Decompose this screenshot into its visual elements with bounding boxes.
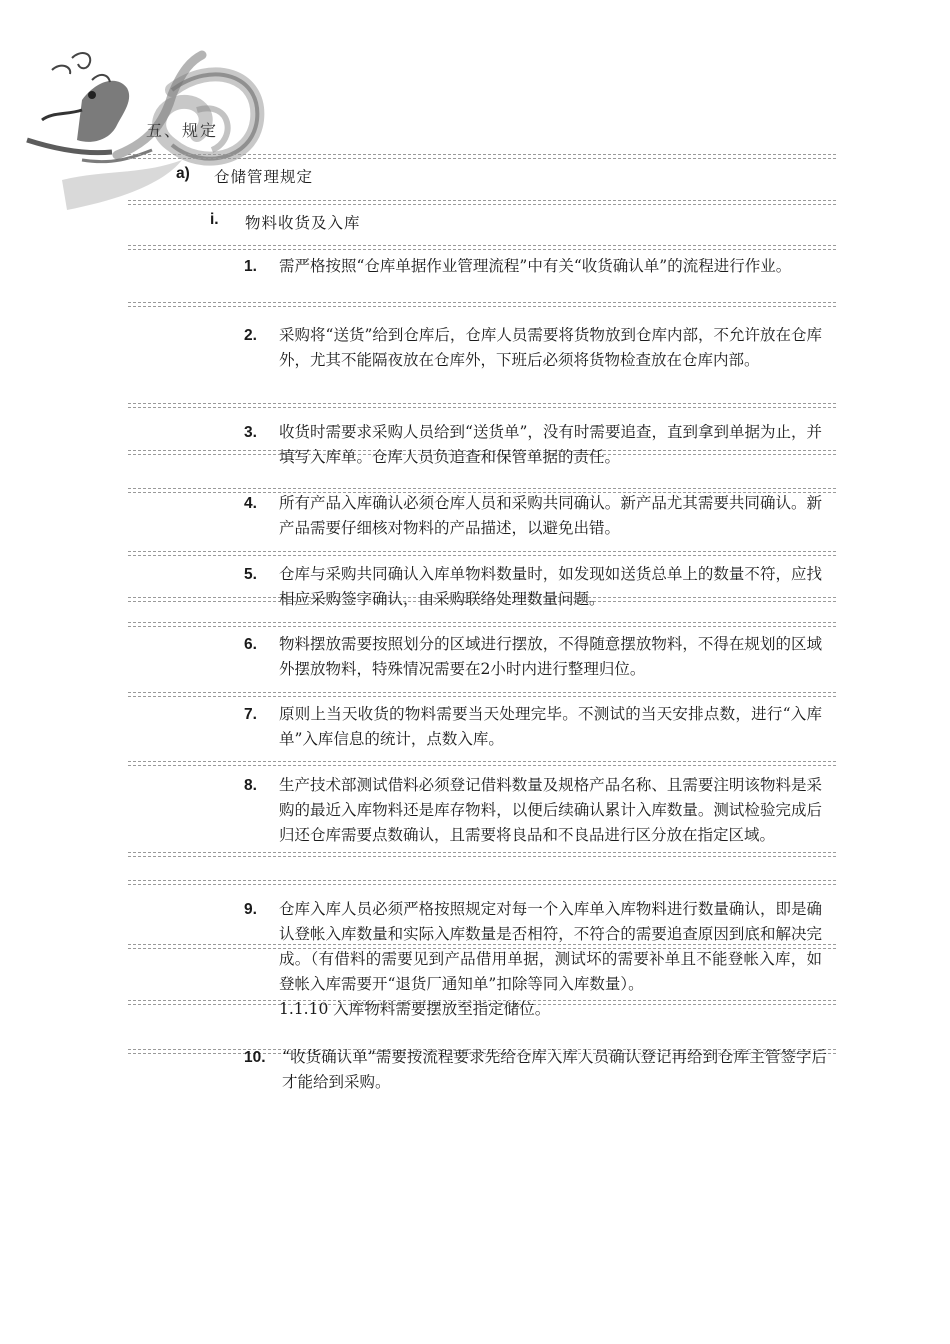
item-text: 所有产品入库确认必须仓库人员和采购共同确认。新产品尤其需要共同确认。新产品需要仔细核对物料的产品描述，以避免出错。 xyxy=(279,494,822,537)
dashed-rule xyxy=(128,200,836,205)
item-note: 1.1.10 入库物料需要摆放至指定储位。 xyxy=(279,1000,551,1018)
item-text: 生产技术部测试借料必须登记借料数量及规格产品名称、且需要注明该物料是采购的最近入库物料还是库存物料，以便后续确认累计入库数量。测试检验完成后归还仓库需要点数确认，且需要将良品和不良品进行区分放在指定区域。 xyxy=(279,776,822,844)
item-text: 仓库与采购共同确认入库单物料数量时，如发现如送货总单上的数量不符，应找相应采购签字确认，由采购联络处理数量问题。 xyxy=(279,565,822,608)
item-text: “收货确认单”需要按流程要求先给仓库入库人员确认登记再给到仓库主管签字后才能给到采购。 xyxy=(282,1048,827,1091)
dashed-rule xyxy=(128,154,836,159)
list-item xyxy=(244,562,834,612)
item-text: 采购将“送货”给到仓库后，仓库人员需要将货物放到仓库内部，不允许放在仓库外，尤其不能隔夜放在仓库外，下班后必须将货物检查放在仓库内部。 xyxy=(279,326,822,369)
list-item xyxy=(244,702,834,752)
item-number: 4. xyxy=(244,495,257,512)
item-text: 物料摆放需要按照划分的区域进行摆放，不得随意摆放物料，不得在规划的区域外摆放物料，特殊情况需要在2小时内进行整理归位。 xyxy=(279,635,822,678)
list-item xyxy=(244,1045,834,1095)
item-number: 5. xyxy=(244,566,257,583)
list-item xyxy=(244,897,834,1022)
dashed-rule xyxy=(128,245,836,250)
sub-subsection-marker: i. xyxy=(210,211,219,228)
list-item xyxy=(244,773,834,848)
dashed-rule xyxy=(128,622,836,627)
item-number: 10. xyxy=(244,1049,266,1066)
dashed-rule xyxy=(128,302,836,307)
subsection-marker: a) xyxy=(176,165,190,182)
dashed-rule xyxy=(128,403,836,408)
item-text: 仓库入库人员必须严格按照规定对每一个入库单入库物料进行数量确认，即是确认登帐入库数量和实际入库数量是否相符，不符合的需要追查原因到底和解决完成。（有借料的需要见到产品借用单据，测试坏的需要补单且不能登帐入库，如登帐入库需要开“退货厂通知单”扣除等同入库数量）。 xyxy=(279,900,822,993)
item-number: 8. xyxy=(244,777,257,794)
item-number: 6. xyxy=(244,636,257,653)
list-item xyxy=(244,254,834,279)
item-number: 2. xyxy=(244,327,257,344)
item-number: 3. xyxy=(244,424,257,441)
section-heading: 五、规定 xyxy=(146,121,219,140)
dashed-rule xyxy=(128,692,836,697)
list-item xyxy=(244,491,834,541)
dashed-rule xyxy=(128,761,836,766)
sub-subsection-title: 物料收货及入库 xyxy=(245,214,361,232)
item-number: 1. xyxy=(244,258,257,275)
list-item xyxy=(244,323,834,373)
list-item xyxy=(244,632,834,682)
item-text: 需严格按照“仓库单据作业管理流程”中有关“收货确认单”的流程进行作业。 xyxy=(279,257,792,275)
subsection-title: 仓储管理规定 xyxy=(214,168,314,186)
dashed-rule xyxy=(128,880,836,885)
dashed-rule xyxy=(128,852,836,857)
item-text: 收货时需要求采购人员给到“送货单”，没有时需要追查，直到拿到单据为止，并填写入库单。仓库人员负追查和保管单据的责任。 xyxy=(279,423,822,466)
item-number: 9. xyxy=(244,901,257,918)
item-number: 7. xyxy=(244,706,257,723)
dashed-rule xyxy=(128,551,836,556)
item-text: 原则上当天收货的物料需要当天处理完毕。不测试的当天安排点数，进行“入库单”入库信息的统计，点数入库。 xyxy=(279,705,822,748)
list-item xyxy=(244,420,834,470)
